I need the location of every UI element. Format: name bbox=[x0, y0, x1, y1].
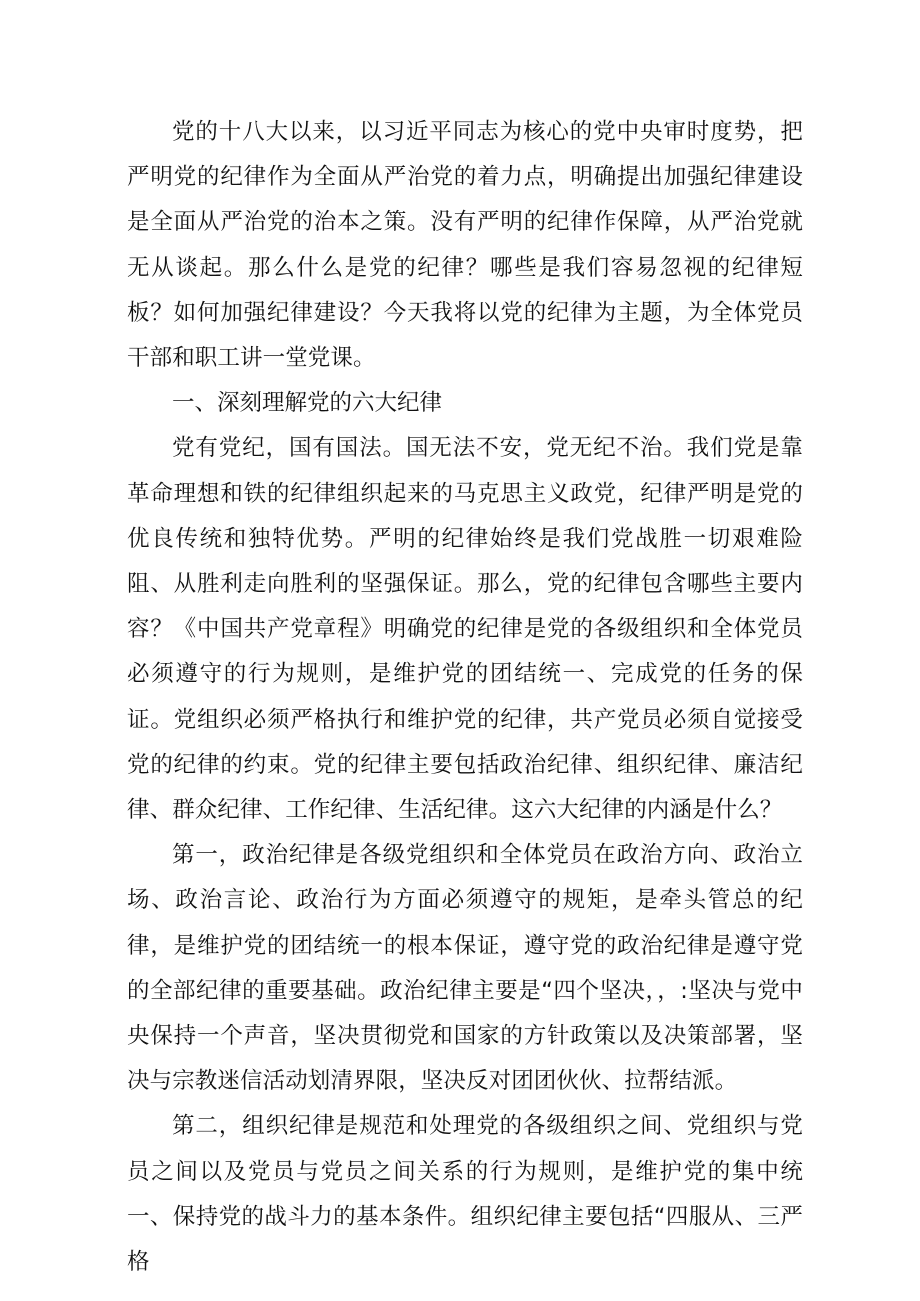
document-body bbox=[127, 110, 803, 1285]
paragraph-political-discipline: 第一，政治纪律是各级党组织和全体党员在政治方向、政治立场、政治言论、政治行为方面必须遵守的规矩，是牵头管总的纪律，是维护党的团结统一的根本保证，遵守党的政治纪律是遵守党的全部纪律的重要基础。政治纪律主要是“四个坚决，，:坚决与党中央保持一个声音，坚决贯彻党和国家的方针政策以及决策部署，坚决与宗教迷信活动划清界限，坚决反对团团伙伙、拉帮结派。 bbox=[127, 842, 803, 1095]
paragraph-discipline-overview: 党有党纪，国有国法。国无法不安，党无纪不治。我们党是靠革命理想和铁的纪律组织起来的马克思主义政党，纪律严明是党的优良传统和独特优势。严明的纪律始终是我们党战胜一切艰难险阻、从胜利走向胜利的坚强保证。那么，党的纪律包含哪些主要内容？《中国共产党章程》明确党的纪律是党的各级组织和全体党员必须遵守的行为规则，是维护党的团结统一、完成党的任务的保证。党组织必须严格执行和维护党的纪律，共产党员必须自觉接受党的纪律的约束。党的纪律主要包括政治纪律、组织纪律、廉洁纪律、群众纪律、工作纪律、生活纪律。这六大纪律的内涵是什么？ bbox=[127, 435, 803, 824]
section-heading: 一、深刻理解党的六大纪律 bbox=[172, 390, 443, 417]
paragraph-intro: 党的十八大以来，以习近平同志为核心的党中央审时度势，把严明党的纪律作为全面从严治党的着力点，明确提出加强纪律建设是全面从严治党的治本之策。没有严明的纪律作保障，从严治党就无从谈起。那么什么是党的纪律？哪些是我们容易忽视的纪律短板？如何加强纪律建设？今天我将以党的纪律为主题，为全体党员干部和职工讲一堂党课。 bbox=[127, 119, 803, 372]
paragraph-organizational-discipline: 第二，组织纪律是规范和处理党的各级组织之间、党组织与党员之间以及党员与党员之间关系的行为规则，是维护党的集中统一、保持党的战斗力的基本条件。组织纪律主要包括“四服从、三严格 bbox=[127, 1113, 803, 1276]
